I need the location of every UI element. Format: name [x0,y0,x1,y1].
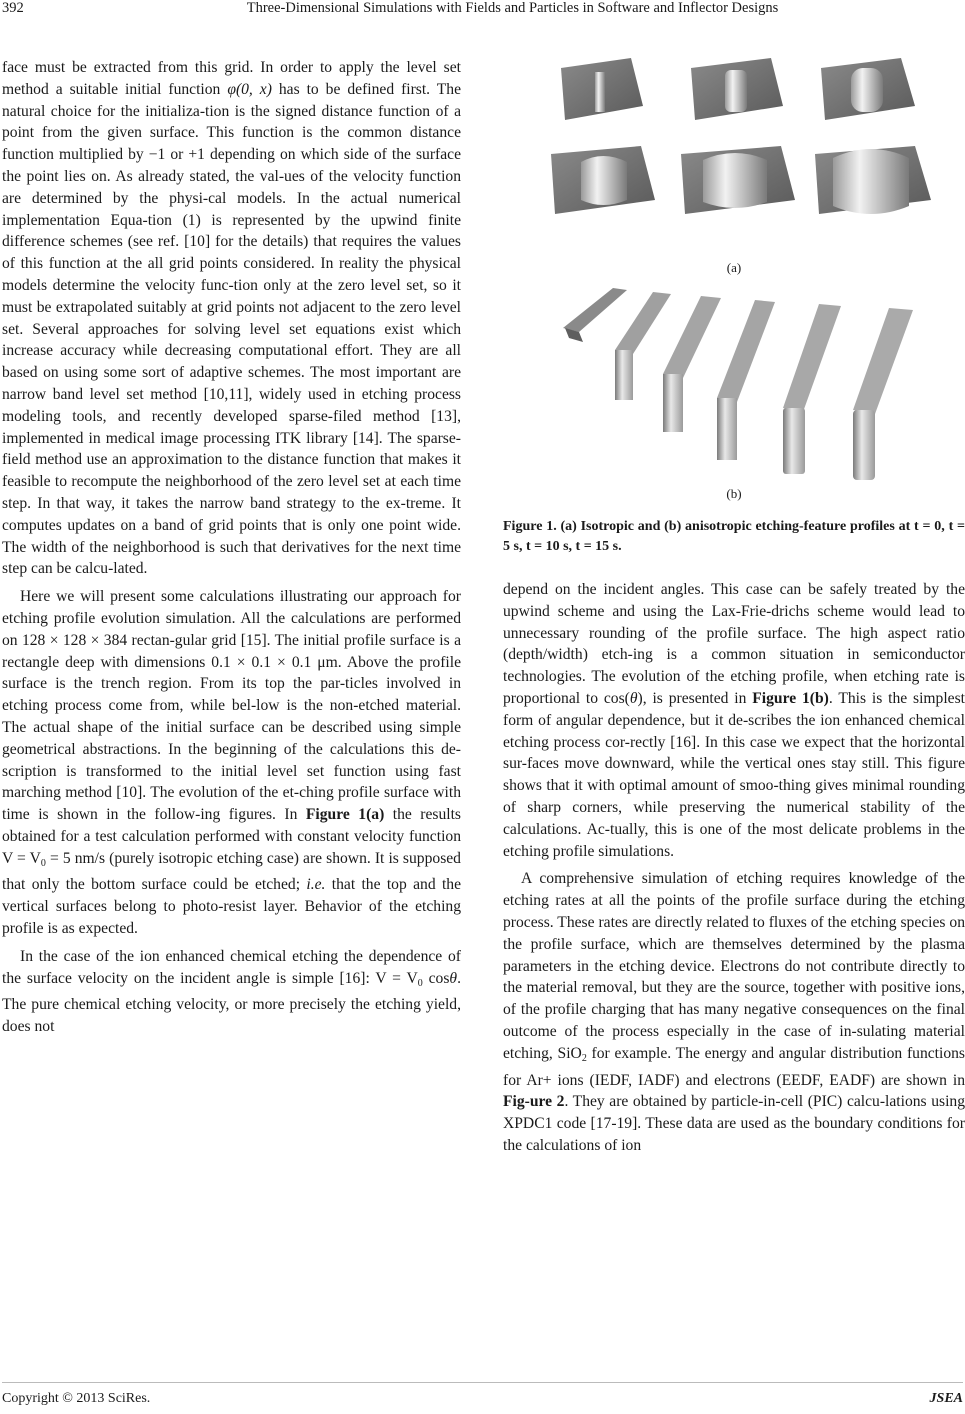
figure-1a-image [503,50,965,250]
figure-reference: Figure 1(b) [752,689,829,707]
paragraph: face must be extracted from this grid. In order to apply the level set method a suitable initial function φ(0, x) has to be defined first. The natural choice for the initializa-tion is the signed distance function of a point from the given surface. This function is the common distance function multiplied by −1 or +1 depending on which side of the surface the point lies on. As already stated, the val-ues of the velocity function are determined by the physi-cal models. In the actual numerical implementation Equa-tion (1) is represented by the upwind finite difference schemes (see ref. [10] for the details) that requires the values of this function at the all grid points considered. In reality the physical models determine the velocity func-tion only at the zero level set, so it must be extrapolated suitably at grid points not adjacent to the zero level set. Several approaches for solving level set equations exist which increase accuracy while decreasing computational effort. They are all based on using some sort of adaptive schemes. The most important are narrow band level set method [10,11], widely used in etching process modeling tools, and recently developed sparse-filed method [13], implemented in medical image processing ITK library [14]. The sparse-field method use an approximation to the distance function that makes it feasible to recompute the neighborhood of the zero level set at each time step. In that way, it takes the narrow band strategy to the ex-treme. It computes updates on a band of grid points that is only one point wide. The width of the neighborhood is such that derivatives for the next time step can be calcu-lated. [2,59,461,578]
paragraph: In the case of the ion enhanced chemical etching the dependence of the surface velocity on the incident angle is simple [16]: $V = V_0$ cosθ. The pure chemical etching velocity, or more precisely the etching yield, does not [2,947,461,1036]
paragraph: A comprehensive simulation of etching requires knowledge of the etching rates at all the points of the profile surface during the etching process. These rates are directly related to fluxes of the etching species on the profile surface, which are themselves determined by the plasma parameters in the etching device. Electrons do not contribute directly to the material removal, but they are the source, together with positive ions, of the profile charging that has many negative consequences on the final outcome of the process especially in the case of in-sulating material etching, SiO$_2$ for example. The energy and angular distribution functions for Ar+ ions (IEDF, IADF) and electrons (EEDF, EADF) are shown in Fig-ure 2. They are obtained by particle-in-cell (PIC) calcu-lations using XPDC1 code [17-19]. These data are used as the boundary conditions for the calculations of ion [503,870,965,1154]
right-column [503,579,965,1157]
subfigure-label-a: (a) [726,260,742,275]
paragraph: Here we will present some calculations illustrating our approach for etching profile evolution simulation. All the calculations are performed on 128 × 128 × 384 rectan-gular grid [15]. The initial profile surface is a rectangle deep with dimensions 0.1 × 0.1 × 0.1 μm. Above the profile surface is the trench region. From its top the par-ticles involved in etching process come from, while bel-low is the non-etched material. The actual shape of the initial surface can be described using simple geometrical abstractions. In the beginning of the calculations this de-scription is transformed to the initial level set function using fast marching method [10]. The evolution of the et-ching profile surface with time is shown in the follow-ing figures. In Figure 1(a) the results obtained for a test calculation performed with constant velocity function $V = V_0 = 5$ nm/s (purely isotropic etching case) are shown. It is supposed that only the bottom surface could be etched; i.e. that the top and the vertical surfaces belong to photo-resist layer. Behavior of the etching profile is as expected. [2,588,462,938]
footer-divider [2,1382,963,1383]
running-title: Three-Dimensional Simulations with Fields and Particles in Software and Inflector Designs [246,0,779,16]
paragraph: depend on the incident angles. This case can be safely treated by the upwind scheme and using the Lax-Frie-drichs scheme would lead to unnecessary rounding of the profile surface. The high aspect ratio (depth/width) etch-ing is a common situation in semiconductor technologies. The evolution of the etching profile, when etching rate is proportional to cos(θ), is presented in Figure 1(b). This is the simplest form of angular dependence, but it de-scribes the ion enhanced chemical etching process cor-rectly [16]. In this case we expect that the horizontal sur-faces move downward, while the vertical ones stay still. This figure shows that it with optimal amount of smoo-thing gives minimal rounding of sharp corners, while preserving the numerical stability of the calculations. Ac-tually, this is one of the most delicate problems in the etching profile simulations. [503,581,965,860]
journal-name: JSEA [929,1391,963,1406]
figure-reference: Figure 1(a) [305,806,385,824]
figure-1 [503,50,965,510]
subfigure-label-b: (b) [726,486,742,501]
page-number: 392 [2,0,24,16]
figure-1b-image [503,280,965,490]
figure-reference: Fig-ure 2 [503,1093,565,1111]
copyright: Copyright © 2013 SciRes. [2,1391,151,1406]
page-header [0,0,965,24]
figure-caption: Figure 1. (a) Isotropic and (b) anisotropic etching-feature profiles at t = 0, t = 5 s, t = 10 s, t = 15 s. [503,519,965,554]
left-column [2,57,461,1038]
